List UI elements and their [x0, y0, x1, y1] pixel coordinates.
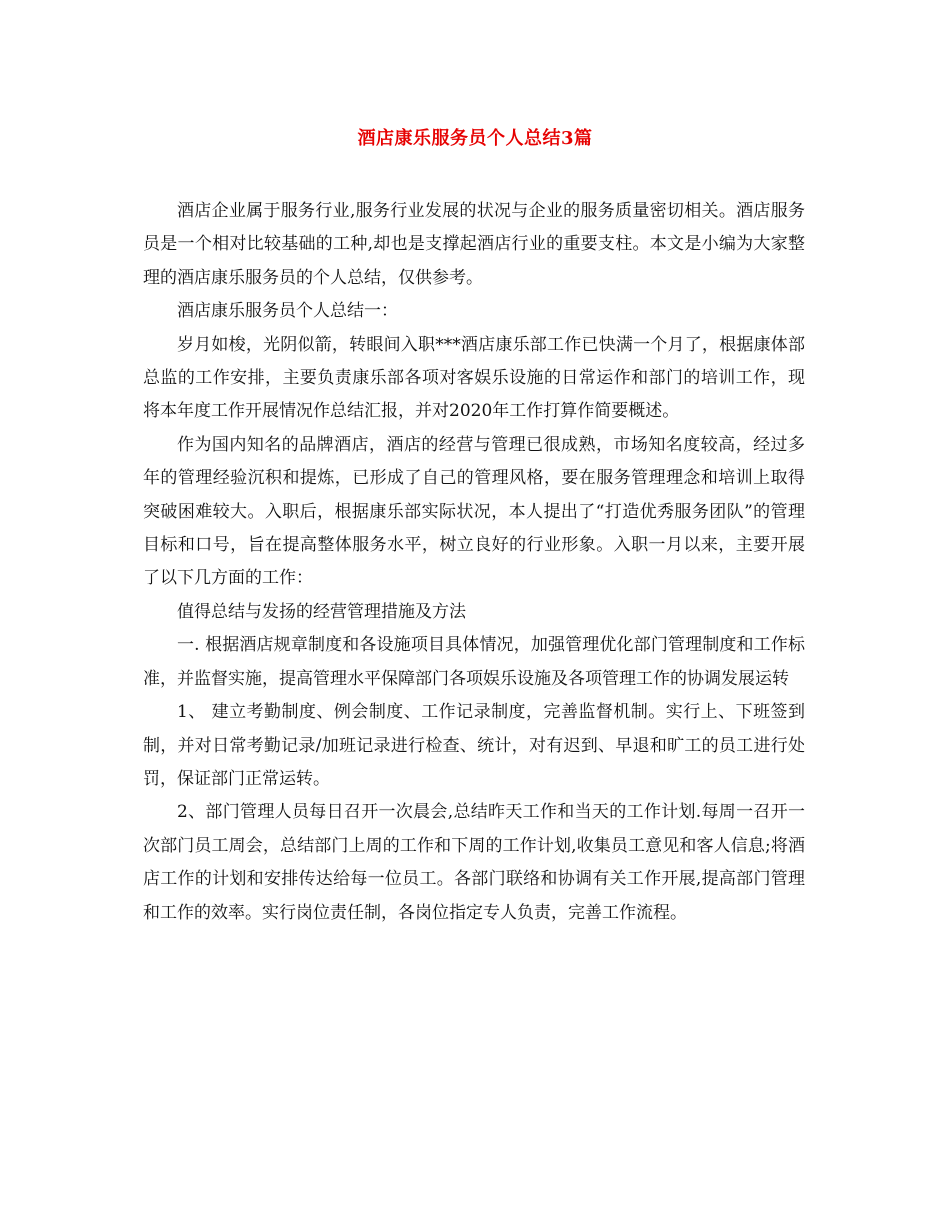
- document-body: [143, 195, 805, 930]
- paragraph-subheading: 值得总结与发扬的经营管理措施及方法: [177, 601, 466, 622]
- paragraph-opening: 岁月如梭，光阴似箭，转眼间入职***酒店康乐部工作已快满一个月了，根据康体部总监的工作安排，主要负责康乐部各项对客娱乐设施的日常运作和部门的培训工作，现将本年度工作开展情况作总结汇报，并对2020年工作打算作简要概述。: [143, 334, 805, 422]
- paragraph-point-one: 一. 根据酒店规章制度和各设施项目具体情况，加强管理优化部门管理制度和工作标准，并监督实施，提高管理水平保障部门各项娱乐设施及各项管理工作的协调发展运转: [143, 635, 805, 689]
- paragraph-background: 作为国内知名的品牌酒店，酒店的经营与管理已很成熟，市场知名度较高，经过多年的管理经验沉积和提炼，已形成了自己的管理风格，要在服务管理理念和培训上取得突破困难较大。入职后，根据康乐部实际状况，本人提出了“打造优秀服务团队”的管理目标和口号，旨在提高整体服务水平，树立良好的行业形象。入职一月以来，主要开展了以下几方面的工作：: [143, 434, 805, 589]
- paragraph-section-heading: 酒店康乐服务员个人总结一：: [177, 301, 398, 322]
- paragraph-item-1: 1、 建立考勤制度、例会制度、工作记录制度，完善监督机制。实行上、下班签到制，并对日常考勤记录/加班记录进行检查、统计，对有迟到、早退和旷工的员工进行处罚，保证部门正常运转。: [143, 702, 805, 789]
- document-title: 酒店康乐服务员个人总结3篇: [357, 128, 593, 149]
- paragraph-item-2: 2、部门管理人员每日召开一次晨会,总结昨天工作和当天的工作计划.每周一召开一次部门员工周会，总结部门上周的工作和下周的工作计划,收集员工意见和客人信息;将酒店工作的计划和安排传达给每一位员工。各部门联络和协调有关工作开展,提高部门管理和工作的效率。实行岗位责任制，各岗位指定专人负责，完善工作流程。: [143, 802, 805, 923]
- paragraph-intro: 酒店企业属于服务行业,服务行业发展的状况与企业的服务质量密切相关。酒店服务员是一个相对比较基础的工种,却也是支撑起酒店行业的重要支柱。本文是小编为大家整理的酒店康乐服务员的个人总结，仅供参考。: [143, 201, 805, 288]
